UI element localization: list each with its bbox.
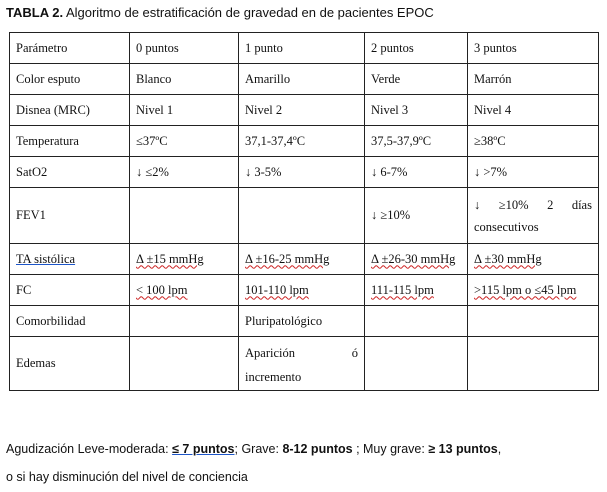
header-cell: 0 puntos [130, 33, 239, 64]
table-cell [468, 306, 599, 337]
table-cell [130, 188, 239, 244]
fev1-consecutive: consecutivos [474, 219, 539, 234]
cell-text: Δ ±16-25 mmHg [245, 251, 330, 266]
cell-text: 111-115 lpm [371, 282, 434, 297]
cell-text: 101-110 lpm [245, 282, 309, 297]
table-cell [10, 244, 130, 275]
header-row [10, 33, 599, 64]
table-cell: Pluripatológico [239, 306, 365, 337]
table-cell [365, 275, 468, 306]
cell-text: Δ ±15 mmHg [136, 251, 204, 266]
table-row [10, 244, 599, 275]
table-cell: Nivel 2 [239, 95, 365, 126]
table-cell: FEV1 [10, 188, 130, 244]
table-row [10, 64, 599, 95]
table-cell: ≥38ºC [468, 126, 599, 157]
edemas-o: ó [351, 346, 358, 360]
fev1-days-num: 2 [547, 197, 554, 212]
table-title-text: Algoritmo de estratificación de gravedad en de pacientes EPOC [63, 5, 434, 20]
table-row [10, 306, 599, 337]
table-cell-edemas-1pt [239, 337, 365, 391]
cell-text: Δ ±30 mmHg [474, 251, 542, 266]
ta-sistolica-label: TA sistólica [16, 251, 76, 266]
table-cell: Nivel 1 [130, 95, 239, 126]
table-cell: Comorbilidad [10, 306, 130, 337]
fev1-days: días [571, 197, 592, 212]
table-cell: SatO2 [10, 157, 130, 188]
table-row [10, 275, 599, 306]
table-cell: Blanco [130, 64, 239, 95]
table-cell [239, 244, 365, 275]
fev1-arrow: ↓ [474, 197, 481, 212]
table-row [10, 95, 599, 126]
table-cell [365, 337, 468, 391]
table-row [10, 337, 599, 391]
cell-text: >115 lpm o ≤45 lpm [474, 282, 577, 297]
header-cell: Parámetro [10, 33, 130, 64]
table-cell: ↓ 6-7% [365, 157, 468, 188]
table-cell [130, 306, 239, 337]
severity-legend-line2: o si hay disminución del nivel de conciencia [6, 470, 248, 484]
table-cell [239, 188, 365, 244]
table-cell: ≤37ºC [130, 126, 239, 157]
table-cell: Amarillo [239, 64, 365, 95]
header-cell: 3 puntos [468, 33, 599, 64]
table-cell: Nivel 3 [365, 95, 468, 126]
legend-text: , [497, 442, 502, 456]
table-cell: 37,1-37,4ºC [239, 126, 365, 157]
table-cell [130, 337, 239, 391]
legend-text: ; Grave: [234, 442, 283, 456]
table-cell: ↓ 3-5% [239, 157, 365, 188]
legend-mild: ≤ 7 puntos [172, 442, 235, 456]
legend-severe: 8-12 puntos [282, 442, 353, 456]
table-cell: ↓ ≤2% [130, 157, 239, 188]
table-cell [239, 275, 365, 306]
table-cell: Temperatura [10, 126, 130, 157]
table-cell [468, 244, 599, 275]
severity-table [9, 32, 599, 391]
table-title [6, 5, 434, 20]
table-cell: 37,5-37,9ºC [365, 126, 468, 157]
table-row [10, 188, 599, 244]
table-cell [365, 306, 468, 337]
header-cell: 1 punto [239, 33, 365, 64]
header-cell: 2 puntos [365, 33, 468, 64]
table-cell: Verde [365, 64, 468, 95]
table-cell: Disnea (MRC) [10, 95, 130, 126]
edemas-aparicion: Aparición [245, 346, 295, 360]
table-title-label: TABLA 2. [6, 5, 64, 20]
table-cell-fev1-3pts [468, 188, 599, 244]
table-cell: FC [10, 275, 130, 306]
severity-legend-line1 [6, 442, 501, 456]
table-row [10, 126, 599, 157]
edemas-incremento: incremento [245, 370, 302, 384]
cell-text: Δ ±26-30 mmHg [371, 251, 456, 266]
table-cell: Color esputo [10, 64, 130, 95]
table-cell: ↓ >7% [468, 157, 599, 188]
table-cell [130, 244, 239, 275]
legend-text: ; Muy grave: [352, 442, 429, 456]
table-cell [365, 244, 468, 275]
table-cell [468, 337, 599, 391]
table-cell: Nivel 4 [468, 95, 599, 126]
legend-text: Agudización Leve-moderada: [6, 442, 173, 456]
table-cell: Marrón [468, 64, 599, 95]
table-row [10, 157, 599, 188]
table-cell [130, 275, 239, 306]
table-cell: Edemas [10, 337, 130, 391]
table-cell: ↓ ≥10% [365, 188, 468, 244]
fev1-percent: ≥10% [498, 197, 529, 212]
table-cell [468, 275, 599, 306]
cell-text: < 100 lpm [136, 282, 188, 297]
legend-very-severe: ≥ 13 puntos [428, 442, 498, 456]
